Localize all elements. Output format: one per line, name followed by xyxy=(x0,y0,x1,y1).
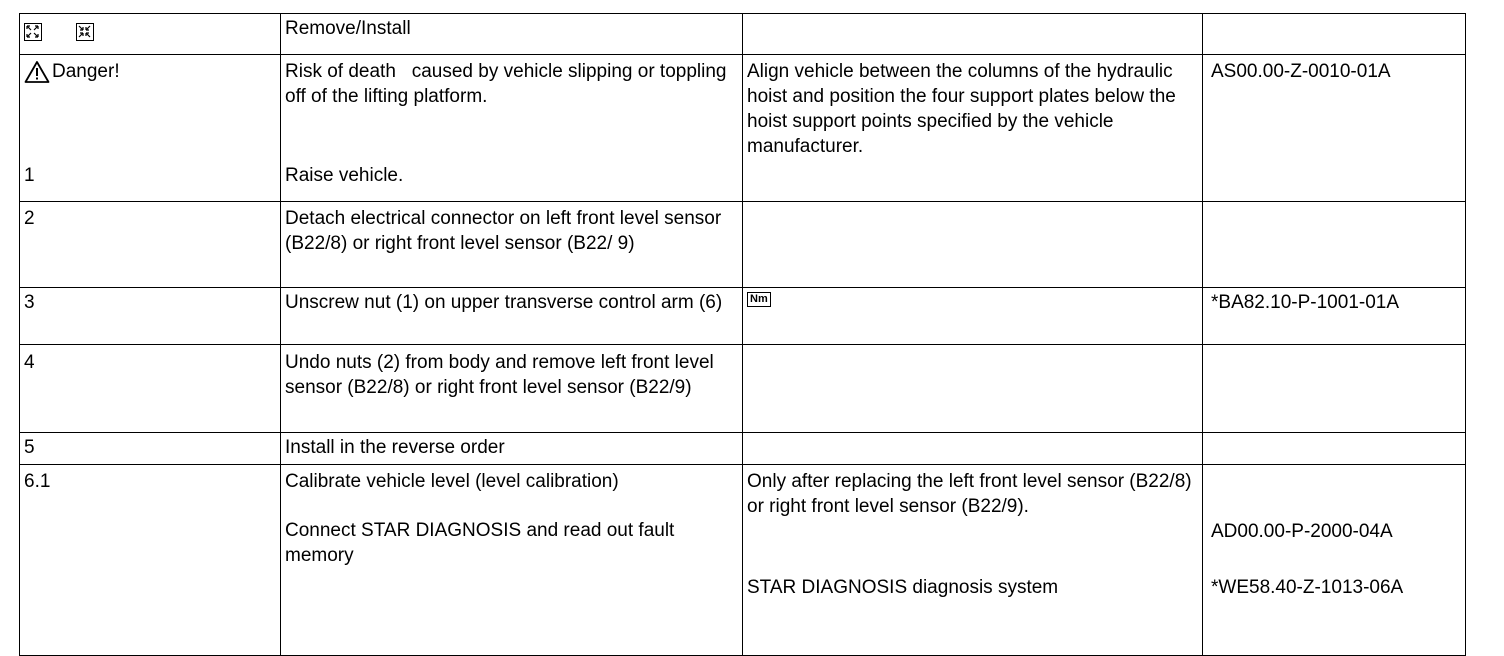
danger-risk-text: Risk of death caused by vehicle slipping or toppling off of the lifting platform. xyxy=(285,61,732,107)
step6-note-cell xyxy=(743,465,1203,656)
step-number: 4 xyxy=(20,345,281,433)
step-note xyxy=(743,345,1203,433)
step-ref xyxy=(1203,202,1466,288)
danger-note: Align vehicle between the columns of the hydraulic hoist and position the four support plates below the hoist support points specified by the vehicle manufacturer. xyxy=(743,55,1203,202)
step-ref[interactable]: AD00.00-P-2000-04A xyxy=(1211,521,1393,542)
header-icons-cell xyxy=(20,14,281,55)
step-row xyxy=(20,433,1466,465)
procedure-table xyxy=(19,13,1466,656)
header-note-cell xyxy=(743,14,1203,55)
step-note-cell xyxy=(743,288,1203,345)
danger-text-cell xyxy=(281,55,743,202)
step-ref[interactable]: *WE58.40-Z-1013-06A xyxy=(1211,577,1404,598)
step-ref[interactable]: *BA82.10-P-1001-01A xyxy=(1203,288,1466,345)
step-row xyxy=(20,288,1466,345)
step-number: 3 xyxy=(20,288,281,345)
danger-cell xyxy=(20,55,281,202)
step-number: 2 xyxy=(20,202,281,288)
danger-warning xyxy=(24,59,120,84)
torque-nm-icon[interactable]: Nm xyxy=(747,292,771,307)
step6-ref-cell xyxy=(1203,465,1466,656)
step-ref xyxy=(1203,345,1466,433)
step-text: Unscrew nut (1) on upper transverse control arm (6) xyxy=(281,288,743,345)
expand-icon[interactable] xyxy=(24,23,42,41)
danger-ref[interactable]: AS00.00-Z-0010-01A xyxy=(1203,55,1466,202)
step-text: Undo nuts (2) from body and remove left front level sensor (B22/8) or right front level sensor (B22/9) xyxy=(281,345,743,433)
danger-action-text: Raise vehicle. xyxy=(285,165,404,186)
step-note: Only after replacing the left front level sensor (B22/8) or right front level sensor (B22/9). xyxy=(747,471,1192,517)
collapse-icon[interactable] xyxy=(76,23,94,41)
step-note xyxy=(743,202,1203,288)
step-row xyxy=(20,345,1466,433)
step-text: Detach electrical connector on left front level sensor (B22/8) or right front level sensor (B22/ 9) xyxy=(281,202,743,288)
header-ref-cell xyxy=(1203,14,1466,55)
warning-triangle-icon xyxy=(24,60,50,84)
danger-label: Danger! xyxy=(52,61,120,82)
step-number: 6.1 xyxy=(20,465,281,656)
step-text: Calibrate vehicle level (level calibration) xyxy=(285,471,619,492)
step-row xyxy=(20,202,1466,288)
step-note xyxy=(743,433,1203,465)
step-text: Connect STAR DIAGNOSIS and read out fault memory xyxy=(285,520,675,566)
step-number: 1 xyxy=(24,165,35,186)
step-ref xyxy=(1203,433,1466,465)
danger-row xyxy=(20,55,1466,202)
step-text: Install in the reverse order xyxy=(281,433,743,465)
step6-text-cell xyxy=(281,465,743,656)
step-note: STAR DIAGNOSIS diagnosis system xyxy=(747,577,1059,598)
step-row xyxy=(20,465,1466,656)
header-row xyxy=(20,14,1466,55)
header-title: Remove/Install xyxy=(281,14,743,55)
step-number: 5 xyxy=(20,433,281,465)
